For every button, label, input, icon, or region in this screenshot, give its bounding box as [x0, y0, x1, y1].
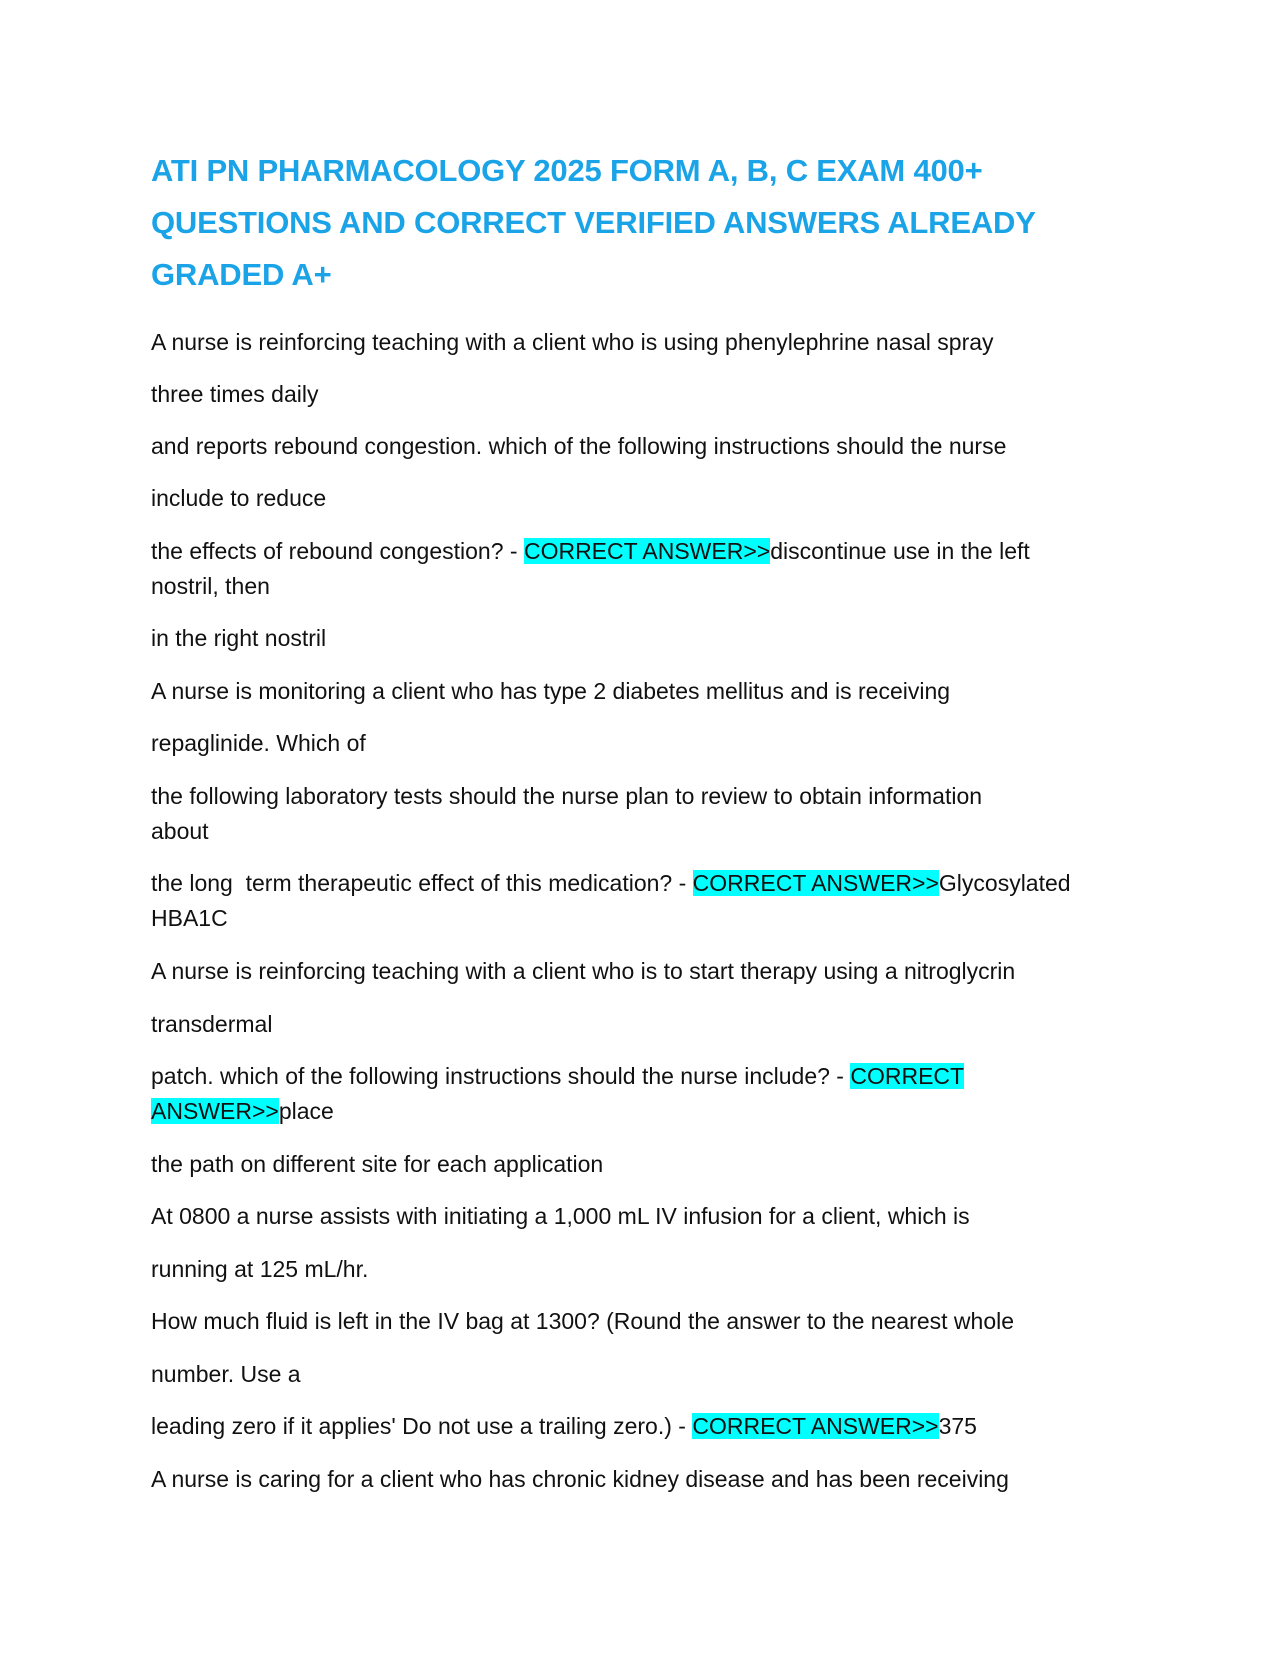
q2-line-2: repaglinide. Which of: [151, 730, 366, 756]
q1-line-7: in the right nostril: [151, 625, 327, 651]
q1-answer-prefix: the effects of rebound congestion? -: [151, 538, 524, 564]
q3-answer-line: [151, 1060, 964, 1093]
q5-line-1: A nurse is caring for a client who has chronic kidney disease and has been receiving: [151, 1466, 1009, 1492]
q4-answer-prefix: leading zero if it applies' Do not use a trailing zero.) -: [151, 1413, 693, 1439]
q4-line-2: running at 125 mL/hr.: [151, 1256, 369, 1282]
q2-answer-line: [151, 867, 1071, 900]
q3-line-2: transdermal: [151, 1011, 273, 1037]
q2-answer-prefix: the long term therapeutic effect of this medication? -: [151, 870, 693, 896]
q1-line-6: nostril, then: [151, 573, 270, 599]
document-page: [151, 145, 1151, 315]
q3-answer-marker-part2: ANSWER>>: [151, 1098, 279, 1124]
q1-line-3: and reports rebound congestion. which of the following instructions should the nurse: [151, 433, 1007, 459]
q1-answer-marker: CORRECT ANSWER>>: [523, 538, 771, 564]
title-line-1: ATI PN PHARMACOLOGY 2025 FORM A, B, C EXAM 400+: [151, 153, 983, 188]
title-line-3: GRADED A+: [151, 257, 332, 292]
q2-line-4: about: [151, 818, 209, 844]
q3-answer-marker-part1: CORRECT: [850, 1063, 965, 1089]
q2-answer-marker: CORRECT ANSWER>>: [692, 870, 939, 896]
q3-answer-prefix: patch. which of the following instructions should the nurse include? -: [151, 1063, 851, 1089]
q1-answer-line: [151, 535, 1030, 568]
q1-line-1: A nurse is reinforcing teaching with a client who is using phenylephrine nasal spray: [151, 329, 994, 355]
document-title: [151, 145, 1151, 301]
title-line-2: QUESTIONS AND CORRECT VERIFIED ANSWERS ALREADY: [151, 205, 1036, 240]
q4-line-1: At 0800 a nurse assists with initiating a 1,000 mL IV infusion for a client, which is: [151, 1203, 970, 1229]
q4-line-4: number. Use a: [151, 1361, 301, 1387]
q4-line-3: How much fluid is left in the IV bag at 1300? (Round the answer to the nearest whole: [151, 1308, 1015, 1334]
q3-line-5: the path on different site for each application: [151, 1151, 604, 1177]
q4-answer-text: 375: [938, 1413, 977, 1439]
q1-line-4: include to reduce: [151, 485, 327, 511]
q4-answer-marker: CORRECT ANSWER>>: [692, 1413, 939, 1439]
q3-line-1: A nurse is reinforcing teaching with a client who is to start therapy using a nitroglycrin: [151, 958, 1016, 984]
q2-answer-text: Glycosylated: [938, 870, 1071, 896]
q2-line-1: A nurse is monitoring a client who has type 2 diabetes mellitus and is receiving: [151, 678, 951, 704]
q1-line-2: three times daily: [151, 381, 319, 407]
q2-line-3: the following laboratory tests should the nurse plan to review to obtain information: [151, 783, 983, 809]
q1-answer-text: discontinue use in the left: [770, 538, 1030, 564]
q4-answer-line: [151, 1410, 977, 1443]
q2-line-6: HBA1C: [151, 905, 228, 931]
q3-answer-text: place: [278, 1098, 334, 1124]
q3-answer-line-2: [151, 1095, 334, 1128]
